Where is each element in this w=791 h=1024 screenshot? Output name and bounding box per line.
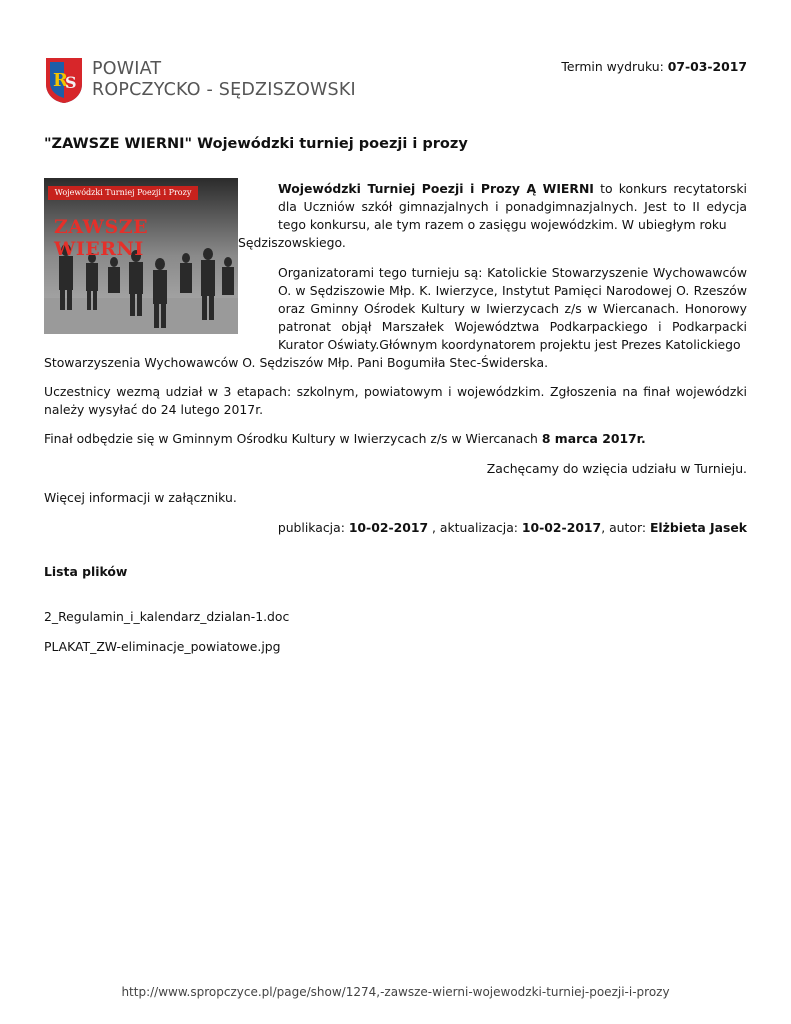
paragraph-participants: Uczestnicy wezmą udział w 3 etapach: szkolnym, powiatowym i wojewódzkim. Zgłoszenia na finał wojewódzki należy wysyłać do 24 lutego 2017r. — [44, 384, 747, 417]
publication-meta — [278, 519, 747, 537]
pub-date: 10-02-2017 — [348, 520, 429, 535]
county-logo[interactable] — [44, 56, 356, 106]
pub-label: publikacja: — [277, 520, 349, 535]
svg-text:R: R — [53, 70, 68, 91]
upd-date: 10-02-2017 — [521, 520, 602, 535]
print-date-label: Termin wydruku: — [561, 59, 664, 74]
article-image — [44, 178, 238, 334]
paragraph-organizers: Organizatorami tego turnieju są: Katolickie Stowarzyszenie Wychowawców O. w Sędziszowie Młp. K. Iwierzyce, Instytut Pamięci Narodowej O. Rzeszów oraz Gminny Ośrodek Kultury w Iwierzycach z/s w Wiercanach. Honorowy patronat objął Marszałek Województwa Podkarpackiego i Podkarpacki Kurator Oświaty.Głównym koordynatorem projektu jest Prezes Katolickiego — [278, 265, 747, 352]
intro-text: to konkurs recytatorski dla Uczniów szkół gimnazjalnych i ponadgimnazjalnych. Jest to II edycja tego konkursu, ale tym razem o zasięgu wojewódzkim. W ubiegłym roku — [278, 181, 747, 232]
coat-of-arms-icon — [44, 56, 84, 104]
file-link[interactable]: 2_Regulamin_i_kalendarz_dzialan-1.doc — [44, 609, 290, 624]
print-date — [561, 59, 747, 74]
paragraph-more-info: Więcej informacji w załączniku. — [44, 490, 237, 505]
paragraph-invitation: Zachęcamy do wzięcia udziału w Turnieju. — [486, 461, 747, 476]
intro-bold: Wojewódzki Turniej Poezji i Prozy Ą WIERNI — [278, 181, 594, 196]
final-text: Finał odbędzie się w Gminnym Ośrodku Kultury w Iwierzycach z/s w Wiercanach — [44, 431, 542, 446]
author-name: Elżbieta Jasek — [649, 520, 747, 535]
svg-text:S: S — [65, 73, 77, 92]
files-heading: Lista plików — [44, 564, 128, 579]
print-date-value: 07-03-2017 — [667, 59, 747, 74]
file-link[interactable]: PLAKAT_ZW-eliminacje_powiatowe.jpg — [44, 639, 281, 654]
intro-tail: Sędziszowskiego. — [238, 235, 346, 250]
final-date: 8 marca 2017r. — [541, 431, 646, 446]
organizers-tail: Stowarzyszenia Wychowawców O. Sędziszów Młp. Pani Bogumiła Stec-Świderska. — [44, 355, 549, 370]
footer-url[interactable]: http://www.spropczyce.pl/page/show/1274,-zawsze-wierni-wojewodzki-turniej-poezji-i-prozy — [121, 985, 670, 999]
upd-label: , aktualizacja: — [428, 520, 522, 535]
logo-text-line2: ROPCZYCKO - SĘDZISZOWSKI — [92, 80, 356, 100]
logo-text-line1: POWIAT — [92, 59, 162, 79]
article-title: "ZAWSZE WIERNI" Wojewódzki turniej poezji i prozy — [44, 136, 468, 152]
author-label: , autor: — [601, 520, 650, 535]
paragraph-final — [44, 430, 747, 448]
poster-headline: ZAWSZE WIERNI — [54, 216, 149, 260]
poster-caption: Wojewódzki Turniej Poezji i Prozy — [48, 186, 198, 200]
paragraph-intro — [278, 180, 747, 234]
